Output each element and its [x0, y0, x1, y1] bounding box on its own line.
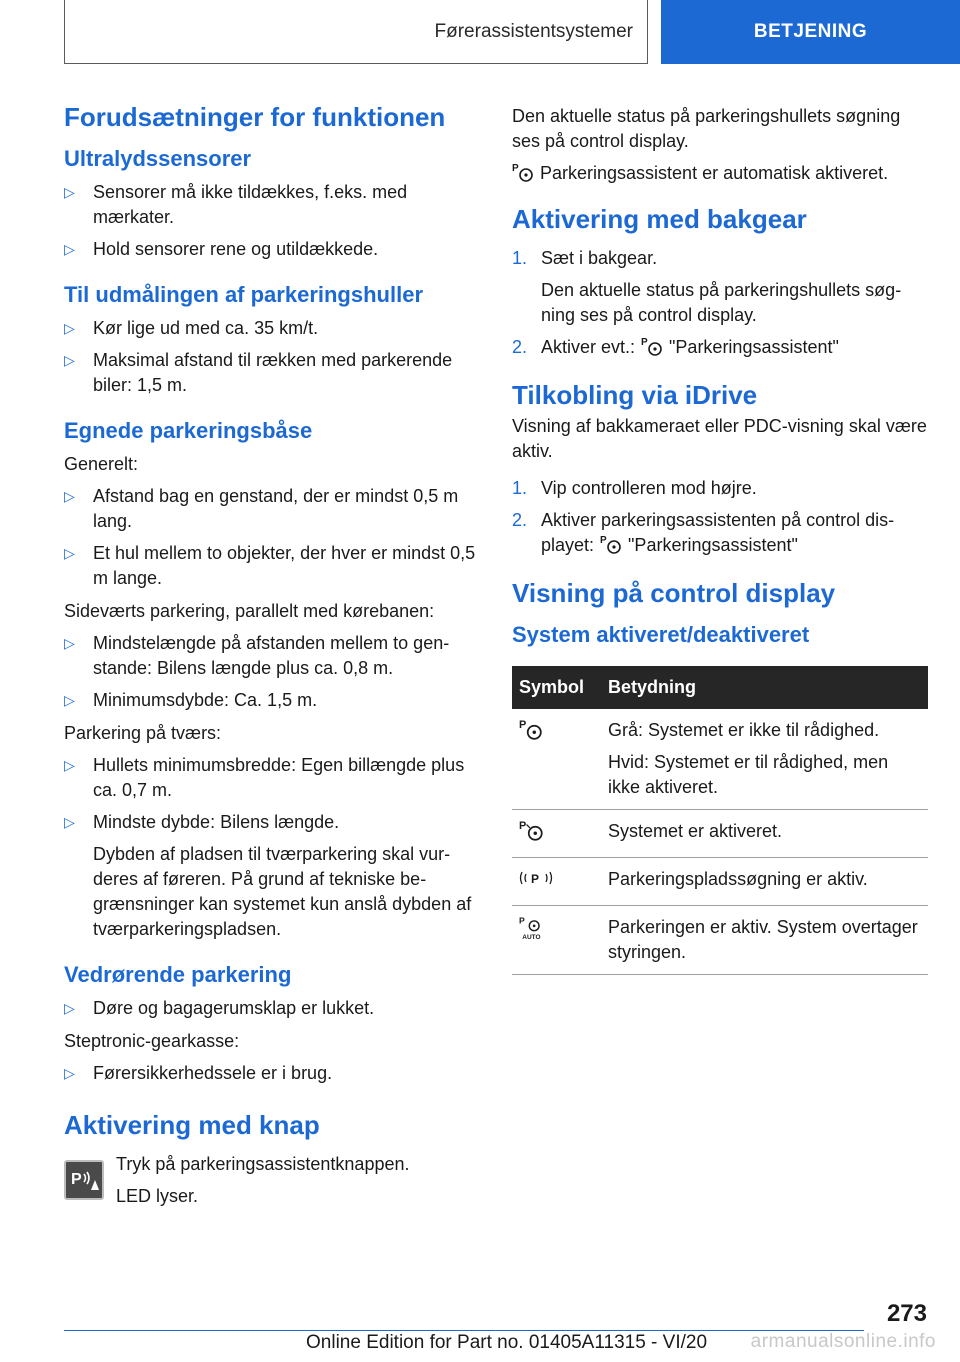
perpendicular-note: Dybden af pladsen til tværparkering skal vurderes af føreren. På grund af tekniske begrænsninger kan systemet kun anslå dybden af tværparkeringspladsen.: [93, 844, 472, 939]
steptronic-label: Steptronic-gearkasse:: [64, 1031, 240, 1051]
heading-reverse-activation: Aktivering med bakgear: [512, 204, 807, 234]
triangle-bullet-icon: ▷: [64, 635, 75, 651]
heading-spaces: Egnede parkeringsbåse: [64, 418, 313, 443]
triangle-bullet-icon: ▷: [64, 757, 75, 773]
perpendicular-list: [64, 753, 476, 942]
parking-steering-active-icon: [519, 819, 545, 841]
parallel-label: Sideværts parkering, parallelt med kørebanen:: [64, 601, 435, 621]
list-item: ▷ Hold sensorer rene og utildækkede.: [64, 237, 476, 262]
parking-search-waves-icon: [519, 867, 553, 889]
svg-text:P: P: [641, 337, 648, 348]
parking-assistant-button-icon: [64, 1160, 104, 1200]
watermark: armanualsonline.info: [750, 1331, 936, 1352]
parking-auto-icon: [519, 915, 545, 941]
symbol-table: [512, 666, 928, 975]
table-row: P Systemet er aktiveret.: [512, 810, 928, 858]
reverse-steps: [512, 246, 928, 360]
button-text: Tryk på parkeringsassistentknappen.: [116, 1154, 410, 1174]
parking-steering-icon: [641, 336, 663, 356]
svg-text:P: P: [600, 535, 607, 546]
button-instruction-text: [116, 1152, 409, 1216]
list-item: ▷ Maksimal afstand til rækken med parkerende biler: 1,5 m.: [64, 350, 453, 395]
heading-prerequisites: Forudsætninger for funktionen: [64, 102, 446, 132]
page-number: 273: [886, 1300, 927, 1327]
button-instruction: [64, 1152, 476, 1216]
chapter-header: [64, 0, 648, 64]
perpendicular-label: Parkering på tværs:: [64, 723, 222, 743]
svg-text:P: P: [531, 872, 540, 886]
svg-text:P: P: [71, 1171, 82, 1188]
heading-sensors: Ultralydssensorer: [64, 146, 252, 171]
footer-edition: Online Edition for Part no. 01405A11315 - VI/20: [306, 1332, 708, 1353]
list-item: 2. Aktiver evt.: P "Parkeringsassistent": [512, 337, 839, 357]
heading-control-display: Visning på control display: [512, 578, 836, 608]
list-item: ▷ Afstand bag en genstand, der er mindst 0,5 m lang.: [64, 486, 459, 531]
svg-text:P: P: [512, 163, 519, 174]
parking-steering-icon: [600, 534, 622, 554]
triangle-bullet-icon: ▷: [64, 352, 75, 368]
section-title: BETJENING: [753, 21, 868, 42]
svg-text:P: P: [519, 819, 527, 832]
table-row: P AUTO Parkeringen er aktiv. System overtager styringen.: [512, 906, 928, 975]
steptronic-list: [64, 1061, 476, 1086]
list-item: ▷ Kør lige ud med ca. 35 km/t.: [64, 316, 476, 341]
list-item: ▷ Sensorer må ikke tildækkes, f.eks. med mærkater.: [64, 182, 408, 227]
parking-steering-icon: [512, 162, 534, 182]
triangle-bullet-icon: ▷: [64, 1000, 75, 1016]
triangle-bullet-icon: ▷: [64, 184, 75, 200]
table-row: P Grå: Systemet er ikke til rådighed. Hvid: Systemet er til rådighed, men ikke aktiveret.: [512, 709, 928, 810]
list-item: ▷ Hullets minimumsbredde: Egen billængde plus ca. 0,7 m.: [64, 755, 465, 800]
footer-divider: [64, 1330, 864, 1331]
sensors-list: [64, 180, 476, 262]
status-text: Den aktuelle status på parkeringshullets søgning ses på control display.: [512, 106, 901, 151]
list-item: ▷ Mindstelængde på afstanden mellem to genstande: Bilens længde plus ca. 0,8 m.: [64, 633, 450, 678]
measure-list: [64, 316, 476, 398]
left-column: [64, 100, 476, 1216]
section-header: [661, 0, 960, 64]
list-item: ▷ Et hul mellem to objekter, der hver er mindst 0,5 m lange.: [64, 543, 476, 588]
svg-text:AUTO: AUTO: [522, 933, 541, 941]
heading-parking: Vedrørende parkering: [64, 962, 292, 987]
auto-activation-text: P Parkeringsassistent er automatisk aktiveret.: [512, 163, 889, 183]
right-column: [512, 104, 928, 975]
triangle-bullet-icon: ▷: [64, 320, 75, 336]
triangle-bullet-icon: ▷: [64, 814, 75, 830]
list-item: 1. Vip controlleren mod højre.: [512, 478, 757, 498]
triangle-bullet-icon: ▷: [64, 1065, 75, 1081]
list-item: 1. Sæt i bakgear. Den aktuelle status på parkeringshullets søgning ses på control display.: [512, 248, 902, 325]
column-header-meaning: Betydning: [601, 666, 928, 709]
parallel-list: [64, 631, 476, 713]
led-text: LED lyser.: [116, 1186, 199, 1206]
heading-button-activation: Aktivering med knap: [64, 1110, 320, 1140]
idrive-text: Visning af bakkameraet eller PDC-visning skal være aktiv.: [512, 416, 927, 461]
heading-idrive: Tilkobling via iDrive: [512, 380, 758, 410]
parking-list: [64, 996, 476, 1021]
triangle-bullet-icon: ▷: [64, 241, 75, 257]
triangle-bullet-icon: ▷: [64, 488, 75, 504]
list-item: ▷ Døre og bagagerumsklap er lukket.: [64, 996, 476, 1021]
triangle-bullet-icon: ▷: [64, 692, 75, 708]
triangle-bullet-icon: ▷: [64, 545, 75, 561]
table-header-row: [512, 666, 928, 709]
idrive-steps: [512, 476, 928, 558]
heading-measure: Til udmålingen af parkeringshuller: [64, 282, 424, 307]
svg-text:P: P: [519, 718, 527, 731]
general-label: Generelt:: [64, 454, 139, 474]
parking-steering-gray-icon: [519, 718, 543, 740]
chapter-title: Førerassistentsystemer: [434, 20, 633, 42]
general-list: [64, 484, 476, 591]
list-item: ▷ Minimumsdybde: Ca. 1,5 m.: [64, 688, 476, 713]
heading-system-status: System aktiveret/deaktiveret: [512, 622, 810, 647]
column-header-symbol: Symbol: [512, 666, 601, 709]
list-item: ▷ Førersikkerhedssele er i brug.: [64, 1061, 476, 1086]
list-item: ▷ Mindste dybde: Bilens længde. Dybden af pladsen til tværparkering skal vurderes af føreren. På grund af tekniske begrænsninger kan systemet kun anslå dybden af tværparkeringspladsen.: [64, 810, 476, 942]
list-item: 2. Aktiver parkeringsassistenten på control displayet: P "Parkeringsassistent": [512, 510, 895, 555]
svg-text:P: P: [519, 915, 525, 926]
table-row: P Parkeringspladssøgning er aktiv.: [512, 858, 928, 906]
